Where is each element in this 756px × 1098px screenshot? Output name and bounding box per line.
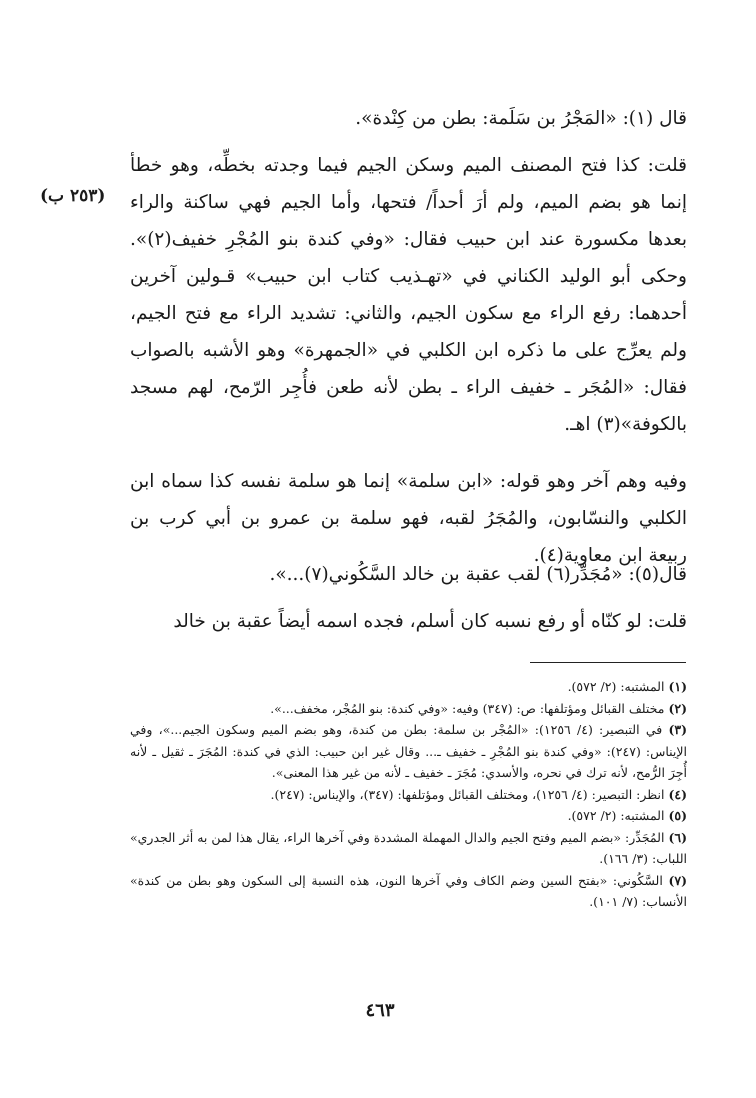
footnote-text: المُجَدِّر: «بضم الميم وفتح الجيم والدال المهملة المشددة وفي آخرها الراء، يقال هذا لمن به أثر الجدري» اللباب: (٣/ ١٦٦). bbox=[130, 829, 687, 866]
footnote bbox=[130, 784, 687, 806]
footnote-number: (١) bbox=[668, 679, 687, 694]
paragraph-text: وفيه وهم آخر وهو قوله: «ابن سلمة» إنما هو سلمة نفسه كذا سماه ابن الكلبي والنسّابون، والمُجَرُ لقبه، فهو سلمة بن عمرو بن أبي كرب بن ربيعة ابن معاوية(٤). bbox=[130, 471, 687, 566]
paragraph-text: قال (١): «المَجْرُ بن سَلَمة: بطن من كِنْدة». bbox=[355, 108, 687, 129]
page-number: ٤٦٣ bbox=[365, 1000, 395, 1021]
paragraph-text: قال(٥): «مُجَدِّر(٦) لقب عقبة بن خالد السَّكُوني(٧)...». bbox=[269, 564, 687, 585]
footnote bbox=[130, 676, 687, 698]
paragraph-qala-2 bbox=[130, 556, 687, 593]
footnote-number: (٢) bbox=[668, 700, 687, 716]
footnote-number: (٤) bbox=[668, 786, 687, 802]
paragraph-qala-1 bbox=[130, 100, 687, 137]
footnote bbox=[130, 698, 687, 720]
footnote bbox=[130, 870, 687, 913]
paragraph-text: قلت: لو كنّاه أو رفع نسبه كان أسلم، فجده اسمه أيضاً عقبة بن خالد bbox=[173, 611, 687, 632]
footnote-text: مختلف القبائل ومؤتلفها: ص: (٣٤٧) وفيه: «وفي كندة: بنو المُجْر، مخفف...». bbox=[270, 700, 665, 716]
footnote-text: المشتبه: (٢/ ٥٧٢). bbox=[567, 808, 665, 823]
footnote-text: انظر: التبصير: (٤/ ١٢٥٦)، ومختلف القبائل ومؤتلفها: (٣٤٧)، والإيناس: (٢٤٧). bbox=[270, 786, 665, 802]
paragraph-qultu-2 bbox=[130, 603, 687, 640]
marginal-folio-note: (٢٥٣ ب) bbox=[40, 186, 106, 206]
footnote bbox=[130, 827, 687, 870]
footnote-number: (٣) bbox=[668, 722, 688, 737]
footnote-number: (٧) bbox=[668, 872, 687, 888]
paragraph-text: قلت: كذا فتح المصنف الميم وسكن الجيم فيما وجدته بخطِّه، وهو خطأ إنما هو بضم الميم، ولم أرَ أحداً/ فتحها، وأما الجيم فهي ساكنة والراء بعدها مكسورة عند ابن حبيب فقال: «وفي كندة بنو المُجْرِ خفيف(٢)». وحكى أبو الوليد الكناني في «تهـذيب كتاب ابن حبيب» قـولين آخرين أحدهما: رفع الراء مع سكون الجيم، والثاني: تشديد الراء مع فتح الجيم، ولم يعرِّج على ما ذكره ابن الكلبي في «الجمهرة» وهو الأشبه بالصواب فقال: «المُجَر ـ خفيف الراء ـ بطن لأنه طعن فأُجِر الرّمح، لهم مسجد بالكوفة»(٣) اهـ. bbox=[130, 155, 687, 435]
footnote-text: السَّكُوني: «بفتح السين وضم الكاف وفي آخرها النون، هذه النسبة إلى السكون وهو بطن من كندة» الأنساب: (٧/ ١٠١). bbox=[130, 872, 687, 909]
footnote-text: المشتبه: (٢/ ٥٧٢). bbox=[567, 679, 665, 694]
footnote-number: (٦) bbox=[668, 829, 687, 845]
footnotes bbox=[130, 676, 687, 913]
paragraph-qultu-1 bbox=[130, 147, 687, 443]
footnote bbox=[130, 805, 687, 827]
footnote-number: (٥) bbox=[668, 808, 687, 823]
footnote-text: في التبصير: (٤/ ١٢٥٦): «المُجْر بن سلمة: بطن من كندة، وهو بضم الميم وسكون الجيم...»، وفي الإيناس: (٢٤٧): «وفي كندة بنو المُجْرِ ـ خفيف ـ... وقال غير ابن حبيب: الذي في كندة: المُجَرَ ـ ثقيل ـ لأنه أُجِرَ الرُّمح، لأنه ترك في نحره، والأسدي: مُجَرَ ـ خفيف ـ لأنه من غير هذا المعنى». bbox=[130, 722, 688, 780]
footnote-separator bbox=[530, 662, 686, 663]
footnote bbox=[130, 719, 687, 784]
